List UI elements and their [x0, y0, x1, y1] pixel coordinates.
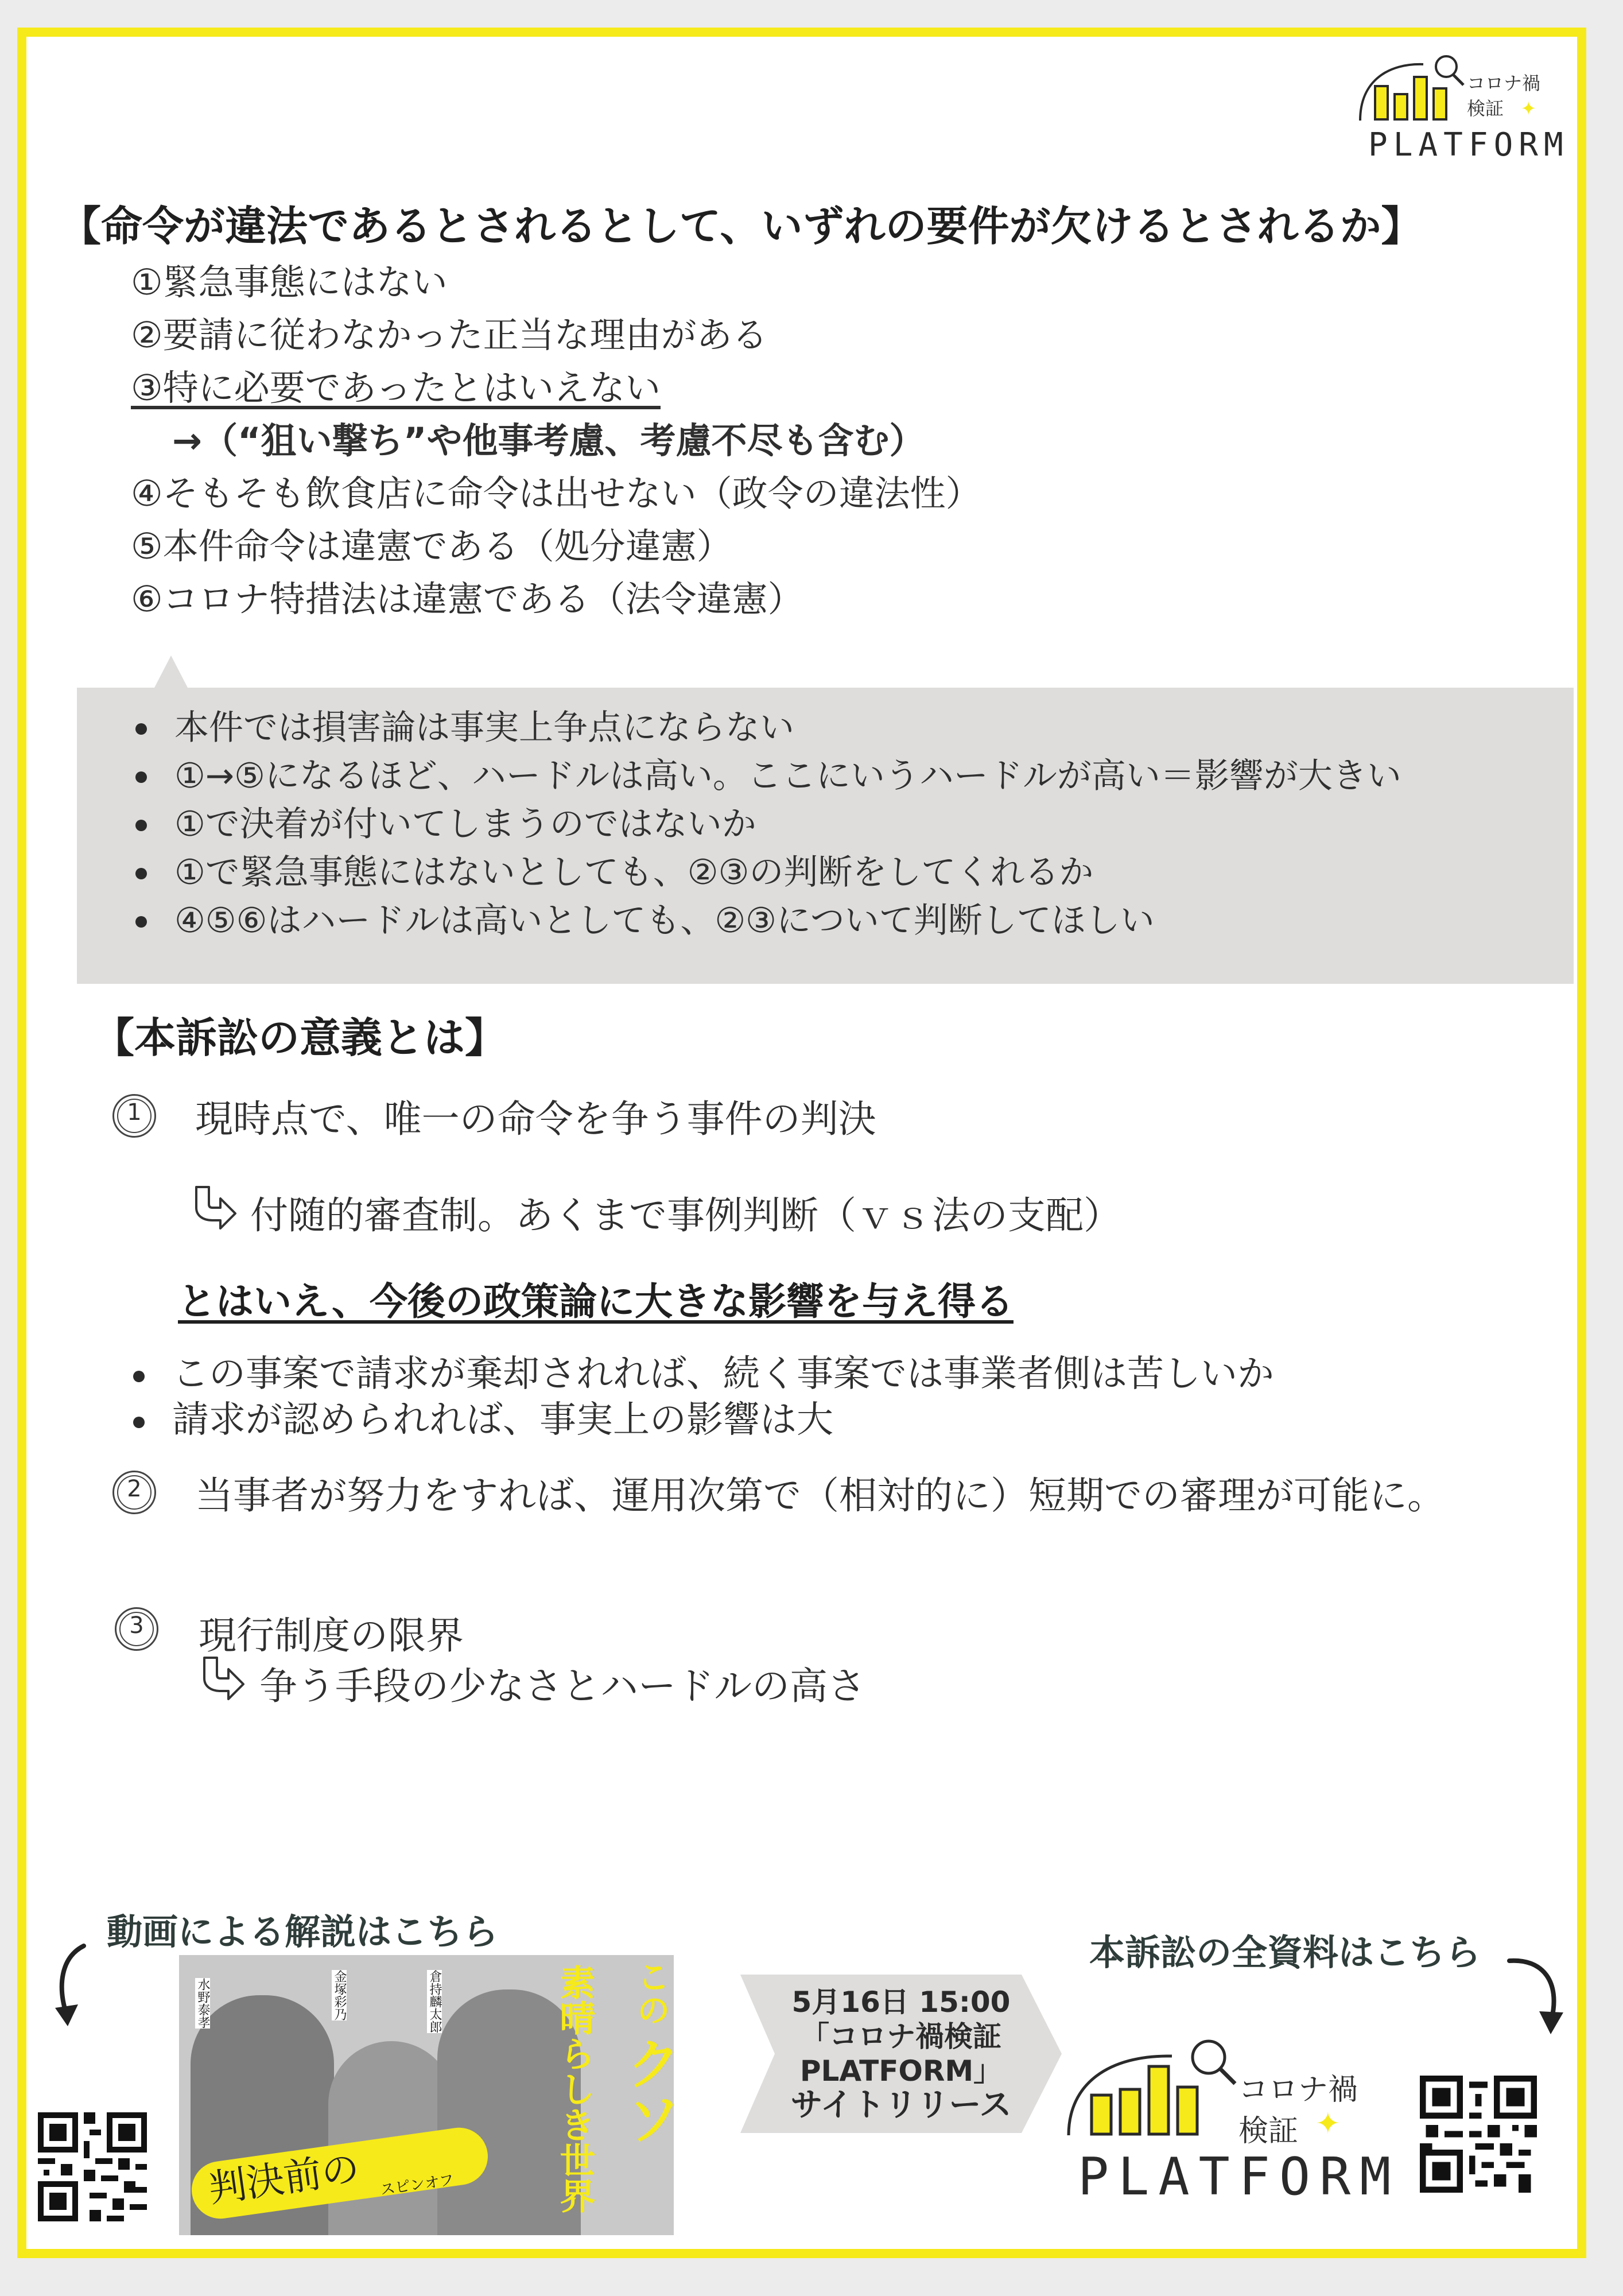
video-thumbnail[interactable]: [179, 1955, 682, 2235]
top-logo: [1354, 52, 1569, 166]
emphasis-heading: とはいえ、今後の政策論に大きな影響を与え得る: [178, 1279, 1014, 1324]
hook-arrow-icon: [189, 1181, 241, 1235]
logo-wordmark: PLATFORM: [1078, 2147, 1400, 2207]
bottom-logo: [1063, 2032, 1400, 2207]
note-item: ④⑤⑥はハードルは高いとしても、②③について判断してほしい: [129, 897, 1401, 945]
curved-arrow-down-icon: [1504, 1954, 1567, 2042]
notes-box: [77, 688, 1574, 984]
point-1-number: 1: [112, 1094, 156, 1138]
sparkle-icon: ✦: [1521, 98, 1536, 119]
impact-item: この事案で請求が棄却されれば、続く事案では事業者側は苦しいか: [126, 1351, 1274, 1397]
qr-code-video[interactable]: [38, 2112, 147, 2221]
host-name: 水野泰孝: [196, 1978, 210, 2029]
logo-line2: 検証: [1467, 98, 1504, 119]
section2-heading: 【本訴訟の意義とは】: [93, 1014, 507, 1062]
note-item: ①で決着が付いてしまうのではないか: [129, 800, 1401, 848]
logo-line2: 検証: [1238, 2114, 1299, 2148]
host-name: 金塚彩乃: [332, 1970, 347, 2020]
callout-pointer: [154, 656, 188, 689]
logo-chart-icon: [1354, 52, 1481, 132]
release-ribbon: [740, 1975, 1062, 2133]
requirement-2: ②要請に従わなかった正当な理由がある: [131, 314, 768, 356]
logo-wordmark: PLATFORM: [1368, 126, 1569, 164]
requirement-3: ③特に必要であったとはいえない: [131, 367, 661, 409]
materials-label: 本訴訟の全資料はこちら: [1089, 1932, 1481, 1973]
video-label: 動画による解説はこちら: [107, 1911, 499, 1953]
point-2-text: 当事者が努力をすれば、運用次第で（相対的に）短期での審理が可能に。: [195, 1473, 1445, 1518]
logo-line1: コロナ禍: [1238, 2073, 1358, 2107]
thumb-title-2: クソ: [618, 2035, 682, 2146]
logo-chart-icon: [1063, 2032, 1258, 2147]
thumb-title-1: この: [631, 1960, 670, 2026]
release-text: [740, 1985, 1062, 2123]
release-line4: サイトリリース: [790, 2086, 1012, 2124]
point-3-number: 3: [115, 1607, 158, 1651]
point-2-number: 2: [112, 1471, 156, 1514]
thumb-banner-small: スピンオフ: [379, 2171, 456, 2199]
point-3-text: 現行制度の限界: [199, 1614, 464, 1658]
host-name: 倉持麟太郎: [428, 1970, 442, 2033]
curved-arrow-down-icon: [49, 1940, 95, 2034]
requirement-6: ⑥コロナ特措法は違憲である（法令違憲）: [131, 578, 803, 620]
point-1-text: 現時点で、唯一の命令を争う事件の判決: [195, 1097, 876, 1141]
logo-line1: コロナ禍: [1467, 72, 1541, 94]
impact-list: [126, 1351, 1274, 1443]
release-line3: PLATFORM」: [799, 2054, 1003, 2088]
thumb-title-3: 素晴らしき世界: [554, 1964, 596, 2213]
requirement-3-note: →（“狙い撃ち”や他事考慮、考慮不尽も含む）: [172, 420, 925, 461]
point-1-sub: 付随的審査制。あくまで事例判断（ｖｓ法の支配）: [250, 1193, 1121, 1238]
section1-heading: 【命令が違法であるとされるとして、いずれの要件が欠けるとされるか】: [60, 202, 1423, 250]
note-item: 本件では損害論は事実上争点にならない: [129, 704, 1401, 752]
impact-item: 請求が認められれば、事実上の影響は大: [126, 1397, 1274, 1443]
sparkle-icon: ✦: [1315, 2107, 1341, 2141]
notes-list: [129, 704, 1401, 945]
qr-code-materials[interactable]: [1420, 2076, 1537, 2193]
point-3-sub: 争う手段の少なさとハードルの高さ: [259, 1664, 865, 1708]
note-item: ①→⑤になるほど、ハードルは高い。ここにいうハードルが高い＝影響が大きい: [129, 752, 1401, 800]
thumb-banner-text: 判決前の: [205, 2146, 362, 2211]
note-item: ①で緊急事態にはないとしても、②③の判断をしてくれるか: [129, 848, 1401, 897]
release-line2: 「コロナ禍検証: [801, 2020, 1001, 2053]
requirement-4: ④そもそも飲食店に命令は出せない（政令の違法性）: [131, 472, 981, 514]
hook-arrow-icon: [197, 1652, 249, 1706]
requirement-1: ①緊急事態にはない: [131, 261, 448, 303]
release-line1: 5月16日 15:00: [791, 1985, 1011, 2019]
requirement-5: ⑤本件命令は違憲である（処分違憲）: [131, 525, 732, 567]
